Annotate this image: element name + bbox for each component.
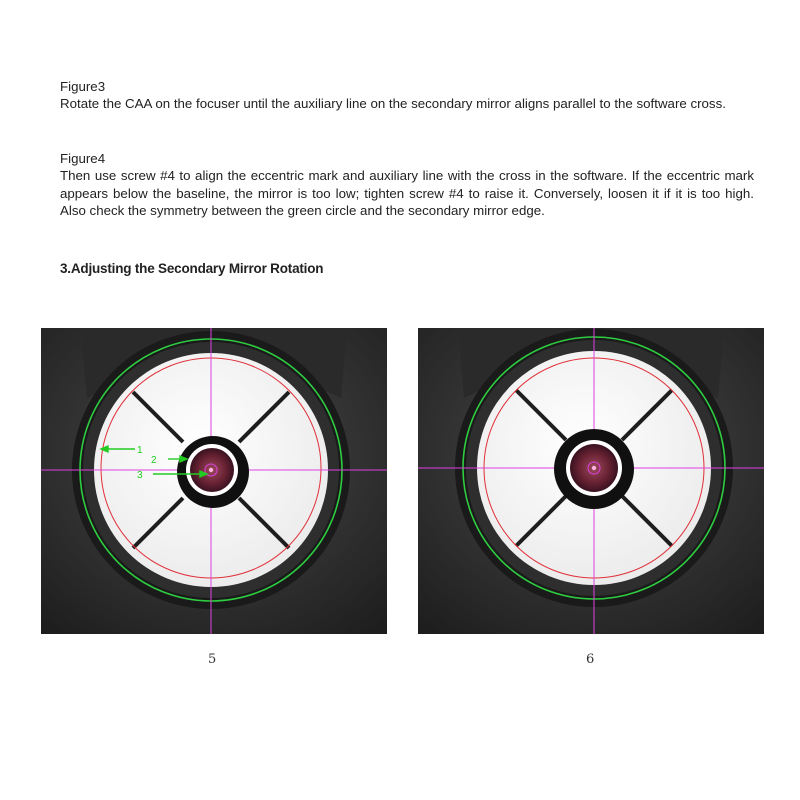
collimation-photo-6 xyxy=(418,328,764,634)
center-dot xyxy=(209,468,213,472)
figure3-paragraph xyxy=(60,78,754,113)
callout-3: 3 xyxy=(137,470,143,481)
figure4-text: Then use screw #4 to align the eccentric mark and auxiliary line with the cross in the software. If the eccentric mark appears below the baseline, the mirror is too low; tighten screw #4 to raise it. Conversely, loosen it if it is too high. Also check the symmetry between the green circle and the secondary mirror edge. xyxy=(60,168,754,219)
figure3-heading: Figure3 xyxy=(60,79,106,94)
photo-5-number: 5 xyxy=(208,652,217,667)
figure3-text: Rotate the CAA on the focuser until the auxiliary line on the secondary mirror aligns parallel to the software cross. xyxy=(60,96,726,112)
figure4-heading: Figure4 xyxy=(60,151,106,166)
center-dot xyxy=(592,466,596,470)
photo-6-number: 6 xyxy=(586,652,595,667)
collimation-photo-5 xyxy=(41,328,387,634)
callout-2: 2 xyxy=(151,455,157,466)
figure4-paragraph xyxy=(60,150,754,220)
callout-1: 1 xyxy=(137,445,143,456)
section-heading: 3.Adjusting the Secondary Mirror Rotation xyxy=(60,261,324,276)
